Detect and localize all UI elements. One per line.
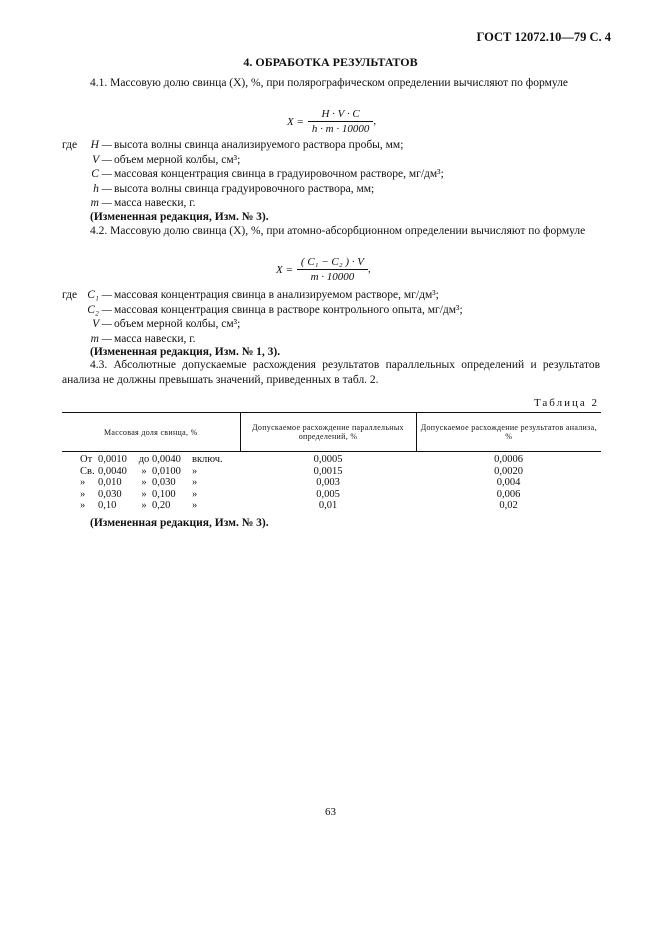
range-text — [80, 466, 197, 478]
range-from: 0,0040 — [98, 465, 127, 477]
definition-symbol: C₂ — — [87, 303, 112, 316]
range-connector: » — [141, 488, 147, 500]
definition-row — [62, 303, 602, 318]
paragraph-4-1: 4.1. Массовую долю свинца (X), %, при полярографическом определении вычисляют по формуле — [90, 77, 568, 89]
amendment-note-4-2: (Измененная редакция, Изм. № 1, 3). — [90, 346, 281, 358]
range-suffix: » — [192, 488, 198, 500]
range-to: 0,0100 — [152, 465, 181, 477]
tolerance-table — [62, 412, 601, 512]
parallel-tolerance: 0,0005 — [313, 454, 343, 465]
definition-row — [62, 153, 602, 168]
definitions-4-2 — [62, 288, 602, 346]
range-to: 0,0040 — [152, 454, 181, 465]
range-from: 0,0010 — [98, 454, 127, 465]
page-number: 63 — [325, 806, 336, 818]
table-caption: Таблица 2 — [533, 397, 599, 409]
formula-numerator: ( C₁ − C₂ ) · V — [297, 256, 368, 270]
definition-row — [62, 288, 602, 303]
range-text — [80, 454, 223, 466]
formula-tail: , — [373, 115, 377, 128]
range-from: 0,010 — [98, 477, 122, 488]
formula-4-1 — [287, 108, 376, 135]
range-text — [80, 500, 197, 512]
result-tolerance: 0,0006 — [494, 454, 523, 465]
table-row — [62, 477, 601, 489]
definition-row — [62, 167, 602, 182]
mass-fraction-range — [62, 477, 240, 489]
definition-text: объем мерной колбы, см³; — [114, 153, 241, 166]
column-header-mass-fraction: Массовая доля свинца, % — [62, 413, 240, 452]
definition-symbol: C — — [91, 168, 112, 180]
definition-symbol: V — — [92, 153, 112, 166]
definition-symbol: h — — [93, 182, 112, 195]
range-to: 0,20 — [152, 500, 171, 511]
definition-text: масса навески, г. — [114, 197, 196, 209]
amendment-note-final: (Измененная редакция, Изм. № 3). — [90, 517, 269, 529]
range-from: 0,030 — [98, 488, 122, 500]
table-row — [62, 466, 601, 478]
definition-text: высота волны свинца градуировочного раствора, мм; — [114, 182, 375, 195]
range-prefix: Св. — [80, 465, 95, 477]
definition-text: объем мерной колбы, см³; — [114, 318, 241, 330]
formula-lhs: X = — [276, 263, 293, 276]
range-from: 0,10 — [98, 500, 117, 511]
document-header: ГОСТ 12072.10—79 С. 4 — [476, 30, 611, 44]
definition-text: масса навески, г. — [114, 332, 196, 345]
range-prefix: » — [80, 488, 86, 500]
result-tolerance: 0,004 — [496, 477, 521, 488]
table-row — [62, 489, 601, 501]
range-connector: до — [138, 454, 150, 465]
column-header-result: Допускаемое расхождение результатов анализа, % — [416, 413, 601, 452]
definition-symbol: m — — [90, 197, 112, 209]
formula-denominator: m · 10000 — [310, 271, 355, 283]
column-header-parallel: Допускаемое расхождение параллельных определений, % — [240, 413, 416, 452]
formula-denominator: h · m · 10000 — [311, 123, 370, 135]
range-prefix: » — [80, 477, 86, 488]
range-text — [80, 477, 197, 489]
parallel-tolerance: 0,0015 — [313, 465, 343, 477]
range-connector: » — [141, 465, 147, 477]
mass-fraction-range — [62, 500, 240, 512]
formula-fraction — [308, 108, 373, 135]
table-row — [62, 500, 601, 512]
mass-fraction-range — [62, 452, 240, 466]
definition-row — [62, 196, 602, 211]
definition-row — [62, 332, 602, 347]
range-connector: » — [141, 477, 147, 488]
definition-text: массовая концентрация свинца в анализируемом растворе, мг/дм³; — [114, 289, 439, 301]
parallel-tolerance: 0,005 — [316, 488, 340, 500]
definition-symbol: m — — [90, 332, 112, 345]
section-title: 4. ОБРАБОТКА РЕЗУЛЬТАТОВ — [243, 55, 418, 69]
mass-fraction-range — [62, 466, 240, 478]
definition-row — [62, 138, 602, 153]
range-connector: » — [141, 500, 147, 511]
definitions-4-1 — [62, 138, 602, 211]
range-suffix: » — [192, 477, 198, 488]
definitions-lead: где — [62, 289, 78, 301]
definition-symbol: H — — [90, 139, 112, 151]
range-suffix: » — [192, 500, 198, 511]
definition-text: массовая концентрация свинца в растворе контрольного опыта, мг/дм³; — [114, 303, 463, 316]
amendment-note-4-1: (Измененная редакция, Изм. № 3). — [90, 211, 269, 223]
definition-row — [62, 317, 602, 332]
mass-fraction-range — [62, 489, 240, 501]
table-row — [62, 452, 601, 466]
definition-text: высота волны свинца анализируемого раствора пробы, мм; — [114, 139, 404, 151]
definitions-lead: где — [62, 139, 78, 151]
formula-numerator: H · V · C — [308, 108, 373, 122]
paragraph-4-2: 4.2. Массовую долю свинца (X), %, при атомно-абсорбционном определении вычисляют по формуле — [90, 225, 586, 237]
formula-4-2 — [276, 256, 371, 283]
range-to: 0,100 — [152, 488, 176, 500]
result-tolerance: 0,006 — [496, 488, 521, 500]
formula-fraction — [297, 256, 368, 283]
result-tolerance: 0,02 — [499, 500, 518, 511]
result-tolerance: 0,0020 — [494, 465, 523, 477]
parallel-tolerance: 0,003 — [316, 477, 340, 488]
range-prefix: » — [80, 500, 86, 511]
range-text — [80, 489, 197, 501]
definition-row — [62, 182, 602, 197]
range-to: 0,030 — [152, 477, 176, 488]
definition-text: массовая концентрация свинца в градуировочном растворе, мг/дм³; — [114, 168, 444, 180]
range-prefix: От — [80, 454, 93, 465]
parallel-tolerance: 0,01 — [318, 500, 338, 511]
formula-lhs: X = — [287, 115, 304, 128]
definition-symbol: C₁ — — [87, 289, 112, 301]
paragraph-4-3: 4.3. Абсолютные допускаемые расхождения результатов параллельных определений и результатов анализа не должны превышать значений, приведенных в табл. 2. — [62, 359, 600, 386]
range-suffix: включ. — [192, 454, 223, 465]
definition-symbol: V — — [92, 318, 112, 330]
formula-tail: , — [367, 263, 371, 276]
range-suffix: » — [192, 465, 198, 477]
